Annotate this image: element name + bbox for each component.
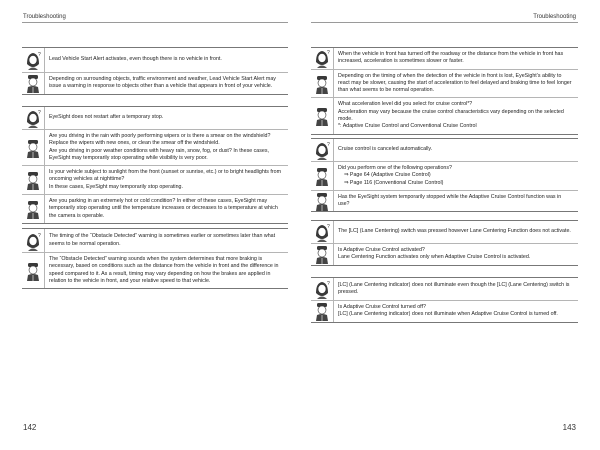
cause-text: Has the EyeSight system temporarily stopped while the Adaptive Cruise Control function was in use? bbox=[338, 193, 562, 208]
symptom-text: [LC] (Lane Centering indicator) does not illuminate even though the [LC] (Lane Centering) switch is pressed. bbox=[338, 281, 570, 295]
page-number-left: 142 bbox=[23, 423, 37, 432]
svg-text:?: ? bbox=[327, 142, 330, 148]
person-question-icon bbox=[311, 48, 334, 69]
symptom-text: Lead Vehicle Start Alert activates, even though there is no vehicle in front. bbox=[49, 56, 222, 63]
symptom-text: The [LC] (Lane Centering) switch was pressed however Lane Centering Function does not activate. bbox=[338, 228, 571, 235]
cause-row bbox=[22, 72, 288, 94]
cause-text: The “Obstacle Detected” warning sounds when the system determines that more braking is necessary, based on conditions such as the distance from the vehicle in front and the difference in speed compared to it. As a result, timing may vary depending on how the brakes are applied in relation to the vehicle in front, and your relative speed to that vehicle. bbox=[49, 256, 279, 284]
symptom-row bbox=[22, 48, 288, 72]
cause-row bbox=[311, 69, 578, 98]
page-link[interactable]: ⇒ Page 116 (Conventional Cruise Control) bbox=[344, 179, 444, 186]
person-answer-icon bbox=[22, 195, 45, 223]
svg-text:?: ? bbox=[327, 50, 330, 57]
page-link[interactable]: ⇒ Page 64 (Adaptive Cruise Control) bbox=[344, 172, 431, 179]
svg-text:?: ? bbox=[327, 224, 330, 230]
person-question-icon bbox=[22, 48, 45, 72]
person-answer-icon bbox=[311, 70, 334, 98]
symptom-row bbox=[311, 221, 578, 243]
header-rule-right bbox=[311, 22, 578, 23]
trouble-group bbox=[311, 47, 578, 135]
cause-row bbox=[311, 300, 578, 322]
cause-text: Are you driving in the rain with poorly performing wipers or is there a smear on the windshield? Replace the wipers with new ones, or clean the smear off the windshield. Are you driving in poor weather conditions with heavy rain, snow, fog, or dust? In these cases, EyeSight may temporarily stop operating while visibility is very poor. bbox=[49, 133, 271, 161]
cause-row bbox=[22, 165, 288, 194]
svg-text:?: ? bbox=[38, 52, 41, 58]
trouble-group bbox=[311, 138, 578, 212]
cause-text: Is your vehicle subject to sunlight from the front (sunset or sunrise, etc.) or to bright headlights from oncoming vehicles at nighttime? In these cases, EyeSight may temporarily stop operating. bbox=[49, 169, 281, 190]
cause-row bbox=[311, 97, 578, 133]
cause-text: Did you perform one of the following operations? ⇒ Page 64 (Adaptive Cruise Control) ⇒ Page 116 (Conventional Cruise Control) bbox=[334, 162, 578, 190]
symptom-row bbox=[311, 278, 578, 300]
person-answer-icon bbox=[311, 244, 334, 265]
symptom-text: When the vehicle in front has turned off the roadway or the distance from the vehicle in front has increased, acceleration is sometimes slower or faster. bbox=[338, 51, 564, 65]
person-answer-icon bbox=[22, 73, 45, 94]
trouble-group bbox=[311, 277, 578, 323]
trouble-group bbox=[311, 220, 578, 266]
cause-row bbox=[22, 194, 288, 223]
person-question-icon bbox=[311, 221, 334, 243]
cause-text: Depending on surrounding objects, traffic environment and weather, Lead Vehicle Start Alert may issue a warning in response to objects other than a vehicle that appears in front of your vehicle. bbox=[49, 76, 276, 90]
person-question-icon bbox=[311, 139, 334, 161]
person-question-icon bbox=[22, 107, 45, 129]
cause-row bbox=[311, 48, 578, 69]
symptom-row bbox=[22, 107, 288, 129]
svg-text:?: ? bbox=[38, 110, 41, 116]
symptom-row bbox=[22, 229, 288, 252]
cause-text: What acceleration level did you select for cruise control*? Acceleration may vary because the cruise control characteristics vary depending on the selected mode. *: Adaptive Cruise Control and Conventional Cruise Control bbox=[338, 101, 564, 130]
trouble-group bbox=[22, 47, 288, 95]
cause-text: Is Adaptive Cruise Control activated? Lane Centering Function activates only when Adaptive Cruise Control is activated. bbox=[338, 247, 531, 261]
cause-text: Depending on the timing of when the detection of the vehicle in front is lost, EyeSight’s ability to react may be slower, causing the start of acceleration to feel delayed and braking time to feel longer than what seems to be normal operation. bbox=[338, 72, 572, 94]
header-rule-left bbox=[22, 22, 288, 23]
person-answer-icon bbox=[311, 98, 334, 133]
person-question-icon bbox=[22, 229, 45, 252]
cause-row bbox=[22, 252, 288, 288]
page-number-right: 143 bbox=[562, 423, 576, 432]
cause-text: Is Adaptive Cruise Control turned off? [LC] (Lane Centering indicator) does not illuminate when Adaptive Cruise Control is turned off. bbox=[338, 304, 558, 318]
person-answer-icon bbox=[311, 191, 334, 212]
symptom-text: The timing of the “Obstacle Detected” warning is sometimes earlier or sometimes later than what seems to be normal operation. bbox=[49, 233, 276, 247]
cause-row bbox=[311, 243, 578, 265]
trouble-group bbox=[22, 106, 288, 224]
symptom-text: Cruise control is canceled automatically. bbox=[338, 146, 433, 153]
header-right: Troubleshooting bbox=[533, 14, 576, 20]
person-answer-icon bbox=[22, 253, 45, 288]
svg-text:?: ? bbox=[327, 281, 330, 287]
cause-row bbox=[311, 190, 578, 212]
symptom-row bbox=[311, 139, 578, 161]
cause-text: Are you parking in an extremely hot or cold condition? In either of these cases, EyeSight may temporarily stop operating until the temperature increases or decreases to a temperature at which the camera is operable. bbox=[49, 198, 278, 219]
person-answer-icon bbox=[22, 130, 45, 165]
trouble-group bbox=[22, 228, 288, 289]
person-question-icon bbox=[311, 278, 334, 300]
person-answer-icon bbox=[22, 166, 45, 194]
symptom-text: EyeSight does not restart after a temporary stop. bbox=[49, 114, 164, 121]
cause-row bbox=[311, 161, 578, 190]
person-answer-icon bbox=[311, 162, 334, 190]
svg-text:?: ? bbox=[38, 232, 41, 239]
header-left: Troubleshooting bbox=[23, 14, 66, 20]
person-answer-icon bbox=[311, 301, 334, 322]
cause-row bbox=[22, 129, 288, 165]
